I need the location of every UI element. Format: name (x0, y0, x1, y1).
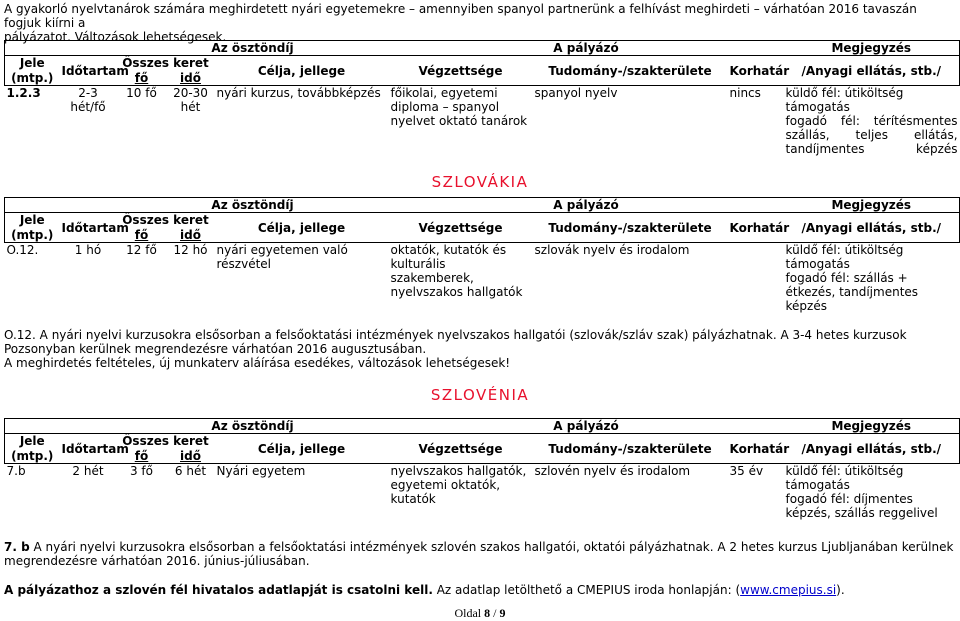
intro-paragraph (4, 2, 956, 44)
cell-jele: O.12. (6, 243, 39, 257)
header-celja: Célja, jellege (215, 56, 389, 86)
header-megjegyzes: Megjegyzés (784, 419, 960, 434)
cell-vegzettsege: főikolai, egyetemi diploma – spanyol nyelvet oktató tanárok (390, 86, 528, 128)
header-megjegyzes: Megjegyzés (784, 198, 960, 213)
header-idotartam: Időtartam (60, 213, 117, 243)
header-megjegyzes: Megjegyzés (784, 41, 960, 56)
header-fo: fő (117, 449, 167, 464)
cell-fo: 12 fő (126, 243, 157, 257)
header-osztondij: Az ösztöndíj (117, 198, 389, 213)
header-korhatar: Korhatár (728, 56, 784, 86)
header-osszes-keret: Összes keret (117, 434, 215, 449)
header-vegzettsege: Végzettsége (389, 434, 533, 464)
page-number: 8 (484, 606, 491, 620)
header-tudomany: Tudomány-/szakterülete (533, 434, 728, 464)
header-anyagi: /Anyagi ellátás, stb./ (784, 213, 960, 243)
page-footer (0, 606, 960, 620)
header-jele: Jele (5, 434, 60, 449)
cmepius-link[interactable]: www.cmepius.si (740, 583, 837, 597)
header-celja: Célja, jellege (215, 434, 389, 464)
header-jele: Jele (5, 213, 60, 228)
table-row (5, 464, 960, 521)
cell-jele: 1.2.3 (6, 86, 41, 100)
header-vegzettsege: Végzettsége (389, 56, 533, 86)
cell-celja: nyári kurzus, továbbképzés (216, 86, 381, 100)
cell-megjegyzes (784, 243, 960, 314)
header-palyazo: A pályázó (389, 198, 784, 213)
header-jele: Jele (5, 56, 60, 71)
attachment-bold: A pályázathoz a szlovén fél hivatalos adatlapját is csatolni kell. (4, 583, 433, 597)
megjegyzes-line-2: fogadó fél: szállás + étkezés, tandíjmentes képzés (785, 271, 919, 313)
note-text: A nyári nyelvi kurzusokra elsősorban a felsőoktatási intézmények szlovén szakos hallgatói, oktatói pályázhatnak. A 2 hetes kurzus Ljubljanában kerülnek megrendezésre várhatóan 2016. június-júliusában. (4, 540, 954, 568)
slovenia-note (4, 540, 956, 568)
cell-megjegyzes (784, 86, 960, 157)
cell-korhatar: 35 év (729, 464, 764, 478)
header-mtp: (mtp.) (5, 71, 60, 86)
header-mtp: (mtp.) (5, 228, 60, 243)
cell-celja: nyári egyetemen való részvétel (216, 243, 348, 271)
cell-ido: 12 hó (173, 243, 208, 257)
cell-fo: 10 fő (126, 86, 157, 100)
footer-sep: / (490, 606, 500, 620)
spain-table (4, 40, 960, 156)
header-idotartam: Időtartam (60, 434, 117, 464)
header-mtp: (mtp.) (5, 449, 60, 464)
megjegyzes-line-1: küldő fél: útiköltség támogatás (785, 86, 904, 114)
header-anyagi: /Anyagi ellátás, stb./ (784, 56, 960, 86)
header-tudomany: Tudomány-/szakterülete (533, 56, 728, 86)
header-fo: fő (117, 71, 167, 86)
slovakia-note (4, 328, 956, 370)
cell-ido: 20-30 hét (173, 86, 208, 114)
cell-vegzettsege: nyelvszakos hallgatók, egyetemi oktatók, kutatók (390, 464, 527, 506)
intro-line-1: A gyakorló nyelvtanárok számára meghirdetett nyári egyetemekre – amennyiben spanyol partnerünk a felhívást meghirdeti – várhatóan 2016 tavaszán fogjuk kiírni a (4, 2, 917, 30)
cell-megjegyzes (784, 464, 960, 521)
header-palyazo: A pályázó (389, 419, 784, 434)
header-palyazo: A pályázó (389, 41, 784, 56)
megjegyzes-line-2: fogadó fél: térítésmentes szállás, teljes ellátás, tandíjmentes képzés (785, 114, 958, 156)
header-korhatar: Korhatár (728, 213, 784, 243)
section-heading-slovenia: SZLOVÉNIA (430, 386, 530, 404)
note-code: 7. b (4, 540, 30, 554)
note-text: A nyári nyelvi kurzusokra elsősorban a felsőoktatási intézmények nyelvszakos hallgatói (szlovák/szláv szak) pályázhatnak. A 3-4 hetes kurzusok Pozsonyban kerülnek megrendezésre várhatóan 2016 augusztusában. (4, 328, 907, 356)
cell-vegzettsege: oktatók, kutatók és kulturális szakemberek, nyelvszakos hallgatók (390, 243, 523, 299)
header-vegzettsege: Végzettsége (389, 213, 533, 243)
cell-fo: 3 fő (129, 464, 153, 478)
header-osztondij: Az ösztöndíj (117, 41, 389, 56)
header-ido: idő (167, 228, 215, 243)
slovenia-table (4, 418, 960, 520)
header-ido: idő (167, 449, 215, 464)
table-row (5, 243, 960, 314)
table-row (5, 86, 960, 157)
cell-idotartam: 2 hét (72, 464, 104, 478)
header-korhatar: Korhatár (728, 434, 784, 464)
note-code: O.12. (4, 328, 36, 342)
slovenia-attachment-note (4, 583, 956, 597)
header-anyagi: /Anyagi ellátás, stb./ (784, 434, 960, 464)
cell-jele: 7.b (6, 464, 26, 478)
header-fo: fő (117, 228, 167, 243)
footer-prefix: Oldal (454, 606, 485, 620)
cell-celja: Nyári egyetem (216, 464, 306, 478)
header-ido: idő (167, 71, 215, 86)
cell-ido: 6 hét (174, 464, 207, 478)
cell-idotartam: 2-3 hét/fő (70, 86, 106, 114)
note-warning: A meghirdetés feltételes, új munkaterv aláírása esedékes, változások lehetségesek! (4, 356, 511, 370)
header-celja: Célja, jellege (215, 213, 389, 243)
megjegyzes-line-1: küldő fél: útiköltség támogatás (785, 464, 904, 492)
slovakia-table (4, 197, 960, 313)
cell-korhatar: nincs (729, 86, 761, 100)
megjegyzes-line-1: küldő fél: útiköltség támogatás (785, 243, 904, 271)
header-tudomany: Tudomány-/szakterülete (533, 213, 728, 243)
header-osszes-keret: Összes keret (117, 213, 215, 228)
megjegyzes-line-2: fogadó fél: díjmentes képzés, szállás reggelivel (785, 492, 938, 520)
cell-tudomany: spanyol nyelv (534, 86, 618, 100)
cell-korhatar (728, 243, 784, 314)
cell-idotartam: 1 hó (74, 243, 102, 257)
page-total: 9 (499, 606, 506, 620)
intro-line-2: pályázatot. Változások lehetségesek. (4, 30, 227, 44)
header-osszes-keret: Összes keret (117, 56, 215, 71)
header-osztondij: Az ösztöndíj (117, 419, 389, 434)
attachment-end: ). (836, 583, 845, 597)
header-idotartam: Időtartam (60, 56, 117, 86)
attachment-text: Az adatlap letölthető a CMEPIUS iroda honlapján: ( (432, 583, 741, 597)
cell-tudomany: szlovák nyelv és irodalom (534, 243, 690, 257)
section-heading-slovakia: SZLOVÁKIA (431, 173, 529, 191)
cell-tudomany: szlovén nyelv és irodalom (534, 464, 691, 478)
